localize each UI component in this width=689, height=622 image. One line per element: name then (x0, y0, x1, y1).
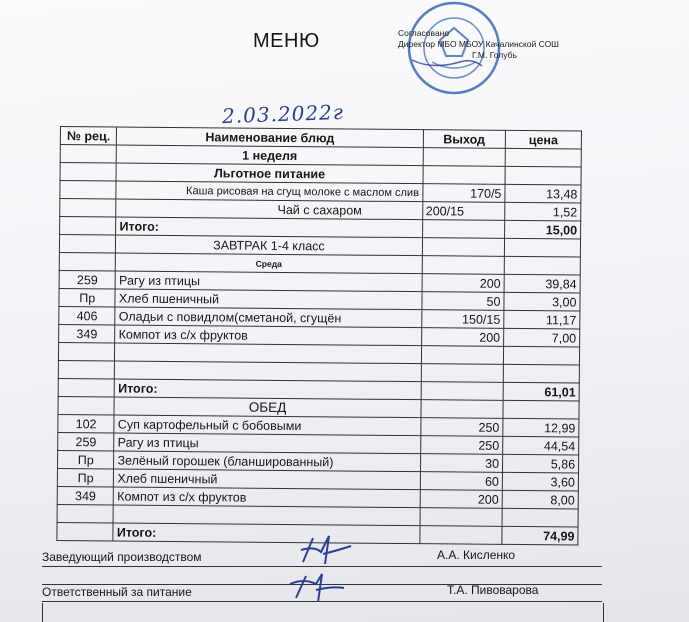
page-title: МЕНЮ (253, 30, 320, 52)
dish-price: 13,48 (505, 184, 581, 203)
approval-line: Директор МБО МБОУ Качалинской СОШ (398, 39, 559, 49)
dish-output: 200 (421, 328, 504, 347)
dish-name: Хлеб пшеничный (114, 469, 420, 490)
dish-name: Рагу из птицы (116, 271, 422, 292)
dish-name: Чай с сахаром (116, 199, 422, 220)
dish-name: Рагу из птицы (114, 433, 420, 454)
dish-price: 8,00 (502, 490, 578, 509)
approval-block (398, 28, 559, 61)
dish-output: 200/15 (422, 202, 505, 221)
signature-label: Ответственный за питание (42, 585, 192, 599)
handwritten-date: 2.03.2022г (221, 99, 345, 129)
dish-name: Зелёный горошек (бланшированный) (114, 451, 420, 472)
dish-output: 250 (420, 418, 503, 437)
dish-price: 39,84 (504, 274, 580, 293)
day-label: Среда (116, 253, 422, 274)
signature-name: А.А. Кисленко (437, 548, 516, 562)
dish-output: 250 (420, 436, 503, 455)
recipe-code: Пр (58, 450, 115, 468)
dish-output: 170/5 (422, 184, 505, 203)
week-label: 1 неделя (117, 145, 423, 166)
recipe-code: 102 (58, 414, 115, 432)
column-header: Выход (423, 130, 506, 149)
recipe-code: 349 (59, 324, 116, 342)
signature-blank-line (42, 603, 604, 622)
dish-price: 3,00 (504, 292, 580, 311)
column-header: цена (505, 130, 581, 149)
dish-price: 5,86 (502, 454, 578, 473)
dish-price: 12,99 (503, 418, 579, 437)
signature-label: Заведующий производством (42, 550, 202, 564)
dish-price: 3,60 (502, 472, 578, 491)
total-value: 74,99 (502, 526, 578, 545)
dish-output: 60 (420, 472, 503, 491)
dish-name: Компот из с/х фруктов (115, 325, 421, 346)
approval-line: Согласовано (398, 28, 450, 38)
lunch-section-title: ОБЕД (114, 397, 420, 418)
dish-price: 7,00 (504, 328, 580, 347)
dish-price: 1,52 (505, 202, 581, 221)
recipe-code: 259 (59, 270, 116, 288)
handwritten-signature-icon (295, 532, 365, 568)
dish-name: Оладьи с повидлом(сметаной, сгущён (115, 307, 421, 328)
dish-output: 200 (420, 490, 503, 509)
dish-output: 30 (420, 454, 503, 473)
recipe-code: 259 (58, 432, 115, 450)
dish-output: 200 (422, 274, 505, 293)
recipe-code: Пр (59, 288, 116, 306)
dish-price: 44,54 (503, 436, 579, 455)
privileged-section-title: Льготное питание (116, 163, 422, 184)
recipe-code: Пр (57, 468, 114, 486)
approval-line: Г.М. Голубь (472, 50, 517, 60)
total-label: Итого: (113, 523, 419, 544)
dish-output: 50 (421, 292, 504, 311)
dish-name: Каша рисовая на сгущ молоке с маслом слив (116, 181, 422, 202)
recipe-code: 349 (57, 486, 114, 504)
handwritten-signature-icon (286, 568, 356, 604)
dish-name: Хлеб пшеничный (115, 289, 421, 310)
dish-name: Компот из с/х фруктов (114, 487, 420, 508)
dish-name: Суп картофельный с бобовыми (114, 415, 420, 436)
dish-output: 150/15 (421, 310, 504, 329)
dish-price: 11,17 (504, 310, 580, 329)
total-value: 15,00 (505, 220, 581, 239)
breakfast-section-title: ЗАВТРАК 1-4 класс (116, 235, 422, 256)
column-header: № рец. (60, 127, 117, 145)
column-header: Наименование блюд (117, 127, 423, 148)
recipe-code: 406 (59, 306, 116, 324)
total-label: Итого: (116, 217, 422, 238)
total-value: 61,01 (503, 382, 579, 401)
menu-table (56, 126, 582, 546)
total-label: Итого: (115, 379, 421, 400)
signature-name: Т.А. Пивоварова (447, 583, 539, 597)
